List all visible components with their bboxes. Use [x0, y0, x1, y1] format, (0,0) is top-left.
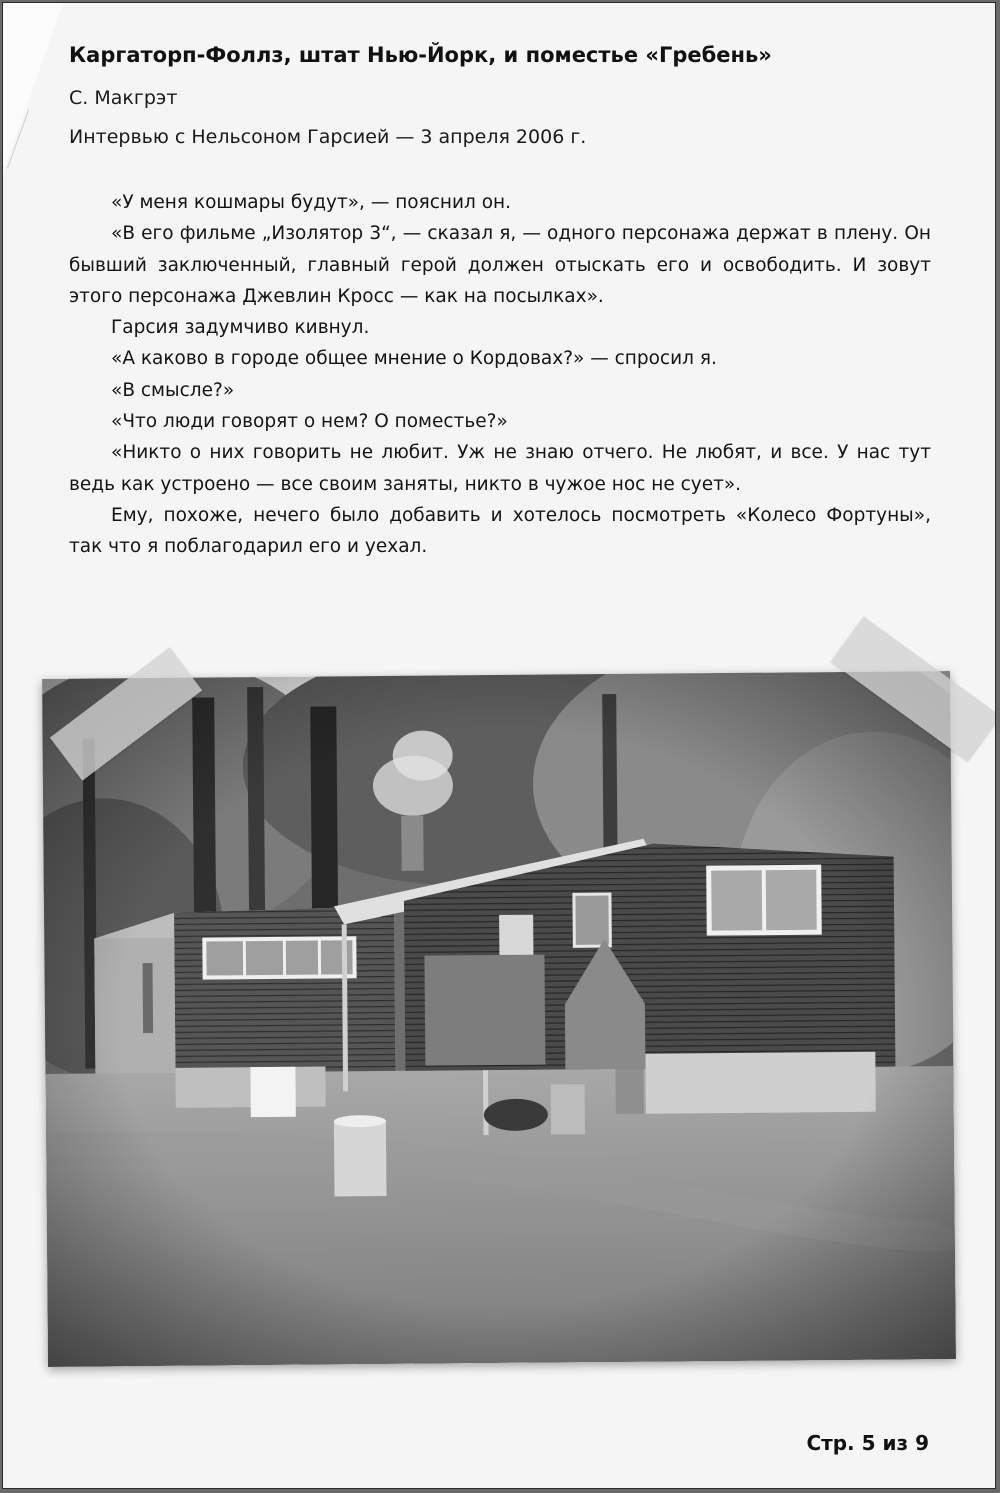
paragraph: Ему, похоже, нечего было добавить и хотелось посмотреть «Колесо Фортуны», так что я поблагодарил его и уехал. — [69, 504, 931, 558]
trailer-photo — [42, 671, 956, 1367]
paragraph: «У меня кошмары будут», — пояснил он. — [111, 192, 512, 213]
interview-body — [69, 187, 931, 563]
interview-heading: Интервью с Нельсоном Гарсией — 3 апреля 2006 г. — [69, 126, 587, 148]
trailer-photo-image — [42, 671, 956, 1367]
paragraph: «В смысле?» — [111, 379, 235, 401]
paragraph: «Что люди говорят о нем? О поместье?» — [111, 411, 508, 433]
page-number: Стр. 5 из 9 — [806, 1431, 929, 1455]
paragraph: «В его фильме „Изолятор 3“, — сказал я, — одного персонажа держат в плену. Он бывший заключенный, главный герой должен отыскать его и освободить. И зовут этого персонажа Джевлин Кросс — как на посылках». — [69, 223, 931, 307]
paragraph: «Никто о них говорить не любит. Уж не знаю отчего. Не любят, и все. У нас тут ведь как устроено — все своим заняты, никто в чужое нос не сует». — [69, 442, 931, 495]
document-page — [2, 2, 996, 1489]
paragraph: Гарсия задумчиво кивнул. — [111, 317, 370, 339]
author-name: С. Макгрэт — [69, 87, 178, 109]
paragraph: «А каково в городе общее мнение о Кордовах?» — спросил я. — [111, 348, 717, 370]
page-corner-crease — [3, 3, 63, 173]
document-title: Каргаторп-Фоллз, штат Нью-Йорк, и поместье «Гребень» — [69, 43, 772, 67]
